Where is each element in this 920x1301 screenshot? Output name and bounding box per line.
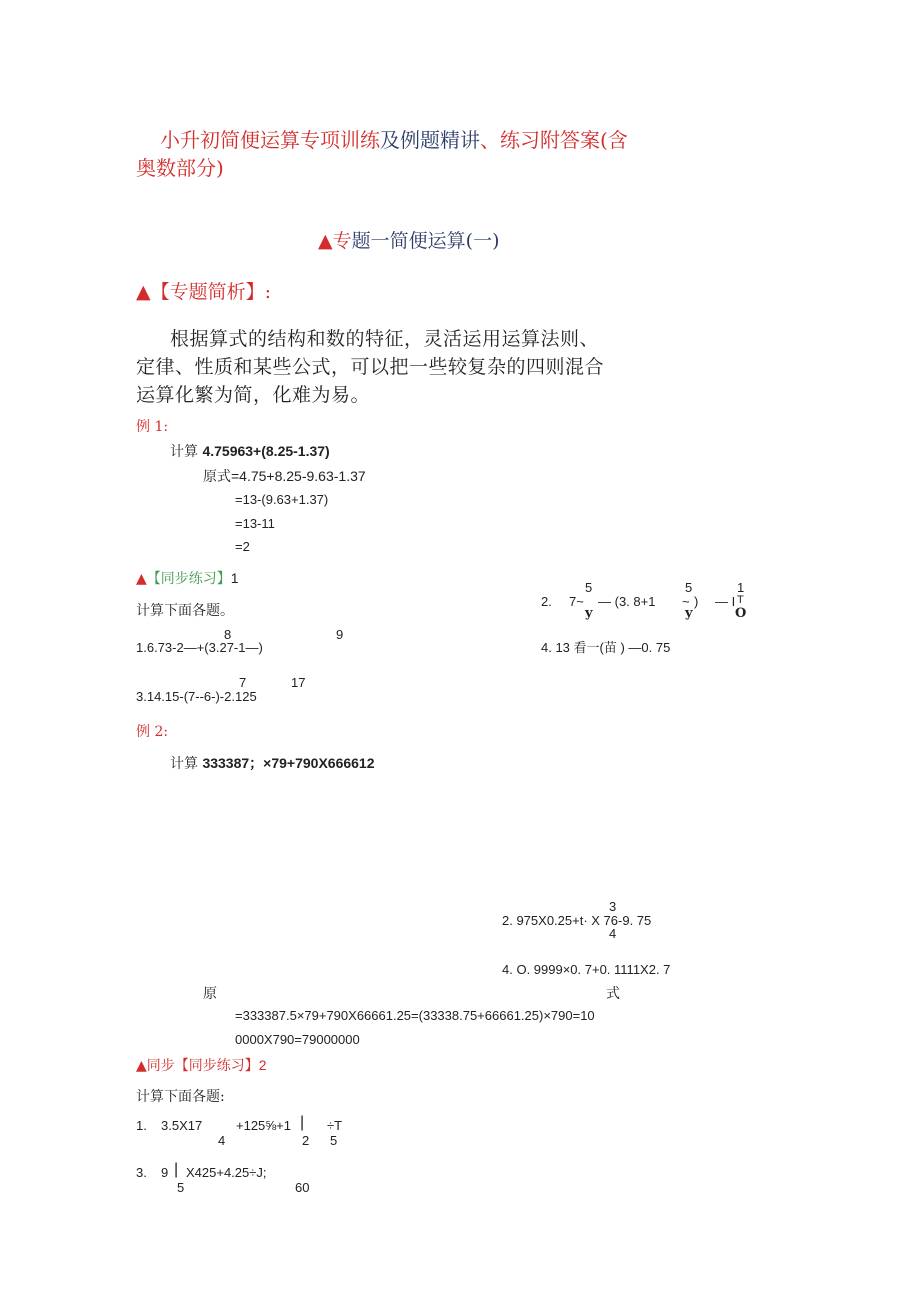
title-part-e: 、练习附答案(含	[480, 128, 628, 152]
p1-q1: 1.6.73-2—+(3.27-1—)	[136, 640, 263, 655]
p1-q1-top-8: 8	[224, 627, 232, 642]
practice2-heading	[136, 1055, 267, 1075]
analysis-line1: 根据算式的结构和数的特征，灵活运用运算法则、	[170, 328, 600, 350]
doc-title-line2: 奥数部分)	[136, 156, 224, 180]
practice1-num: 1	[230, 570, 239, 586]
p1-q2-t: T	[737, 594, 744, 606]
doc-title-line1	[160, 124, 628, 153]
example2-calc	[170, 753, 375, 773]
practice2-instruction: 计算下面各题:	[136, 1089, 225, 1105]
ex2-q2-top-3: 3	[609, 899, 617, 914]
triangle-icon: ▲	[136, 571, 147, 587]
practice2-prefix: 同步	[146, 1058, 175, 1074]
p2-q1-number: 1.	[136, 1118, 147, 1133]
p1-q2-part-a: 7~	[569, 594, 584, 609]
example1-calc-prefix: 计算	[170, 444, 203, 460]
ex2-q4: 4. O. 9999×0. 7+0. 1111X2. 7	[502, 962, 671, 977]
solution-line2: 0000X790=79000000	[235, 1032, 360, 1047]
practice2-num: 2	[258, 1057, 267, 1073]
topic-rest: 一简便运算(一)	[370, 230, 500, 252]
p2-q3-number: 3.	[136, 1165, 147, 1180]
p1-q2-tilde: ~	[682, 594, 690, 609]
solution-line1: =333387.5×79+790X66661.25=(33338.75+66661.25)×790=10	[235, 1008, 595, 1023]
title-part-d: 及例题精讲	[380, 128, 480, 152]
topic-heading	[318, 226, 499, 253]
p1-q2-y-b: y	[685, 606, 693, 621]
p1-q1-top-9: 9	[336, 627, 344, 642]
triangle-icon: ▲	[318, 230, 333, 252]
analysis-line3: 运算化繁为简，化难为易。	[136, 384, 371, 406]
p1-q3: 3.14.15-(7--6-)-2.125	[136, 689, 257, 704]
example2-expr: 333387；×79+790X666612	[202, 755, 375, 771]
p1-q2-number: 2.	[541, 594, 552, 609]
example2-calc-prefix: 计算	[170, 756, 203, 772]
p1-q2-top-1: 1	[737, 580, 745, 595]
p2-q1-part-b: +125⅝+1	[236, 1118, 291, 1133]
p1-q2-part-b: — (3. 8+1	[598, 594, 656, 609]
p2-q3-part-b: X425+4.25÷J;	[186, 1165, 267, 1180]
example1-expr: 4.75963+(8.25-1.37)	[202, 443, 330, 459]
topic-prefix: 专	[332, 230, 352, 252]
p2-q3-denom-5: 5	[177, 1180, 185, 1195]
practice1-label: 【同步练习】	[146, 571, 231, 587]
ex2-q2-bottom-4: 4	[609, 926, 617, 941]
title-part-a: 小升初简便运算	[160, 128, 300, 152]
p1-q2-part-d: — I	[715, 594, 736, 609]
example1-calc	[170, 441, 330, 461]
p1-q3-top-17: 17	[291, 675, 306, 690]
p2-q1-part-a: 3.5X17	[161, 1118, 203, 1133]
practice1-heading	[136, 568, 239, 588]
triangle-icon: ▲	[136, 1058, 147, 1074]
p2-q1-denom-5: 5	[330, 1133, 338, 1148]
analysis-heading: ▲【专题简析】:	[136, 281, 272, 303]
title-part-c: 项训练	[320, 128, 380, 152]
p2-q1-bar: |	[300, 1114, 305, 1131]
p1-q4: 4. 13 看一(苗 ) —0. 75	[541, 640, 671, 655]
analysis-line2: 定律、性质和某些公式，可以把一些较复杂的四则混合	[136, 356, 605, 378]
ex2-q2: 2. 975X0.25+t· X 76-9. 75	[502, 913, 652, 928]
practice1-instruction: 计算下面各题。	[136, 603, 234, 619]
example1-step2: =13-(9.63+1.37)	[235, 492, 329, 507]
p1-q2-o: O	[735, 606, 747, 621]
p2-q1-denom-4: 4	[218, 1133, 226, 1148]
solution-shi: 式	[606, 986, 620, 1002]
p2-q3-part-a: 9	[161, 1165, 169, 1180]
example1-label: 例 1:	[136, 419, 169, 435]
example1-step1: 原式=4.75+8.25-9.63-1.37	[203, 468, 366, 484]
p2-q1-denom-2: 2	[302, 1133, 310, 1148]
p1-q2-part-c: )	[694, 594, 699, 609]
topic-mid: 题	[351, 230, 371, 252]
p1-q2-top-5a: 5	[585, 580, 593, 595]
p2-q3-denom-60: 60	[295, 1180, 310, 1195]
example2-label: 例 2:	[136, 724, 169, 740]
solution-yuan: 原	[203, 986, 217, 1002]
practice2-label: 【同步练习】	[174, 1058, 259, 1074]
p1-q2-y-a: y	[585, 606, 593, 621]
p1-q3-top-7: 7	[239, 675, 247, 690]
example1-step4: =2	[235, 539, 250, 554]
p2-q1-part-c: ÷T	[327, 1118, 343, 1133]
title-part-b: 专	[300, 128, 320, 152]
p2-q3-bar: |	[174, 1161, 179, 1178]
p1-q2-top-5b: 5	[685, 580, 693, 595]
example1-step3: =13-11	[235, 516, 275, 531]
